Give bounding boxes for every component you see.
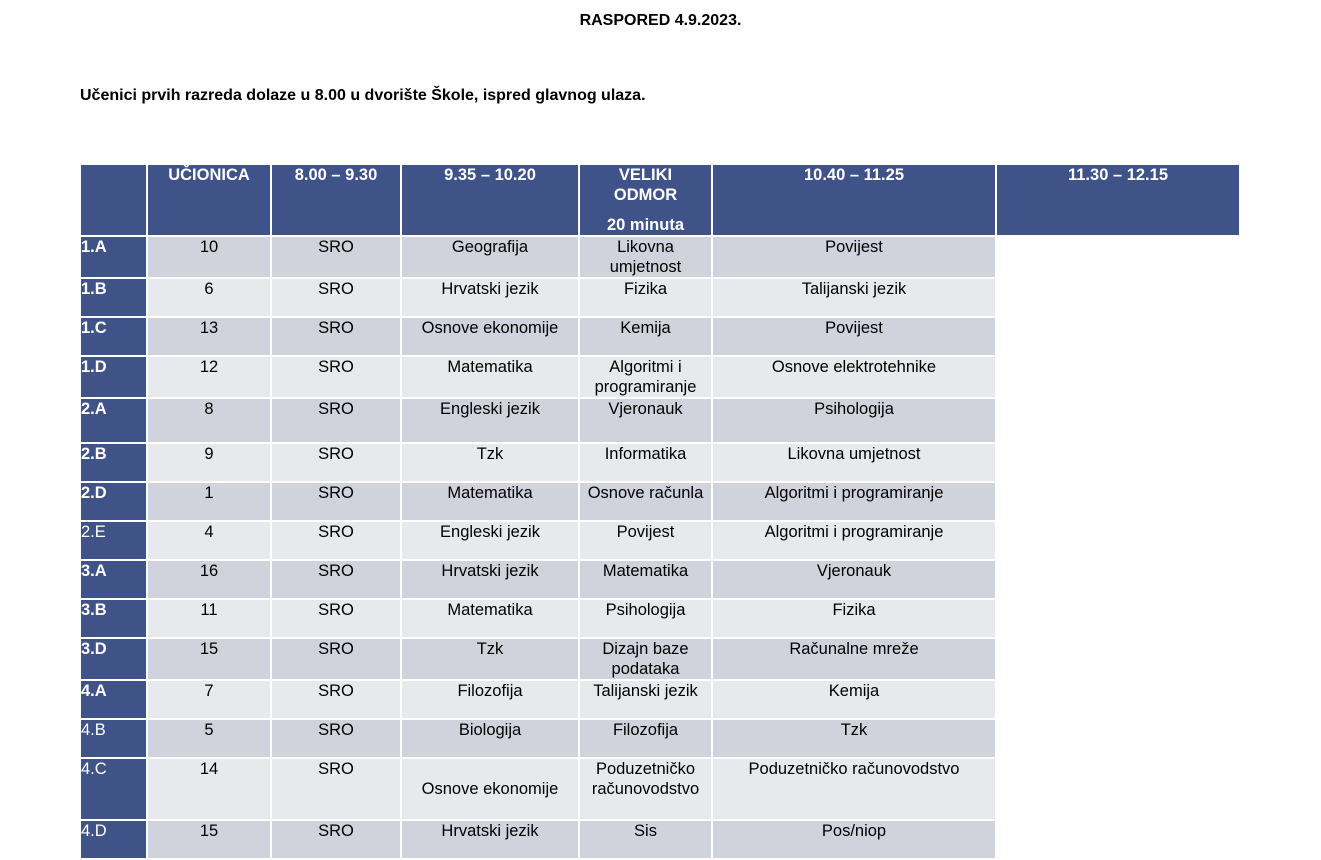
- table-row: [81, 561, 1239, 598]
- period-1-cell: SRO: [272, 444, 400, 481]
- header-class: [81, 165, 146, 235]
- period-1-cell: SRO: [272, 821, 400, 858]
- period-3-cell: Psihologija: [580, 600, 711, 637]
- period-4-cell: Kemija: [713, 681, 995, 718]
- period-1-cell: SRO: [272, 759, 400, 819]
- period-4-cell: Povijest: [713, 237, 995, 277]
- room-cell: 10: [148, 237, 270, 277]
- period-3-cell: Fizika: [580, 279, 711, 316]
- period-3-cell: Vjeronauk: [580, 399, 711, 442]
- period-2-cell: Tzk: [402, 444, 578, 481]
- period-1-cell: SRO: [272, 639, 400, 679]
- period-2-cell: Biologija: [402, 720, 578, 757]
- period-2-cell: Hrvatski jezik: [402, 279, 578, 316]
- period-2-cell: Geografija: [402, 237, 578, 277]
- room-cell: 5: [148, 720, 270, 757]
- period-4-cell: Algoritmi i programiranje: [713, 522, 995, 559]
- period-4-cell: Vjeronauk: [713, 561, 995, 598]
- room-cell: 16: [148, 561, 270, 598]
- class-label: 2.D: [81, 483, 146, 520]
- table-row: [81, 821, 1239, 858]
- period-2-cell: Osnove ekonomije: [402, 318, 578, 355]
- period-2-cell: Osnove ekonomije: [402, 759, 578, 819]
- room-cell: 6: [148, 279, 270, 316]
- header-period-4: 11.30 – 12.15: [997, 165, 1239, 235]
- table-row: [81, 444, 1239, 481]
- period-3-cell: Matematika: [580, 561, 711, 598]
- period-2-cell: Engleski jezik: [402, 522, 578, 559]
- period-3-cell: Povijest: [580, 522, 711, 559]
- arrival-notice: Učenici prvih razreda dolaze u 8.00 u dvorište Škole, ispred glavnog ulaza.: [80, 87, 646, 104]
- period-4-cell: Računalne mreže: [713, 639, 995, 679]
- room-cell: 8: [148, 399, 270, 442]
- break-duration: 20 minuta: [606, 216, 685, 234]
- room-cell: 7: [148, 681, 270, 718]
- period-3-cell: Osnove računla: [580, 483, 711, 520]
- break-line-1: VELIKI: [618, 166, 673, 184]
- period-2-cell: Matematika: [402, 600, 578, 637]
- table-row: [81, 279, 1239, 316]
- period-3-cell: Dizajn baze podataka: [580, 639, 711, 679]
- period-4-cell: Povijest: [713, 318, 995, 355]
- period-3-cell: Algoritmi i programiranje: [580, 357, 711, 397]
- header-room: UČIONICA: [148, 165, 270, 235]
- class-label: 4.A: [81, 681, 146, 718]
- period-4-cell: Likovna umjetnost: [713, 444, 995, 481]
- schedule-table: [79, 163, 1241, 860]
- big-break-cell: [580, 165, 711, 235]
- header-row: [81, 165, 1239, 235]
- period-1-cell: SRO: [272, 279, 400, 316]
- period-2-cell: Filozofija: [402, 681, 578, 718]
- room-cell: 4: [148, 522, 270, 559]
- table-row: [81, 522, 1239, 559]
- class-label: 1.D: [81, 357, 146, 397]
- room-cell: 12: [148, 357, 270, 397]
- period-4-cell: Psihologija: [713, 399, 995, 442]
- period-2-cell: Engleski jezik: [402, 399, 578, 442]
- room-cell: 1: [148, 483, 270, 520]
- period-1-cell: SRO: [272, 600, 400, 637]
- table-row: [81, 483, 1239, 520]
- class-label: 1.C: [81, 318, 146, 355]
- room-cell: 13: [148, 318, 270, 355]
- period-3-cell: Sis: [580, 821, 711, 858]
- room-cell: 15: [148, 639, 270, 679]
- period-2-cell: Matematika: [402, 483, 578, 520]
- period-4-cell: Poduzetničko računovodstvo: [713, 759, 995, 819]
- room-cell: 11: [148, 600, 270, 637]
- room-cell: 15: [148, 821, 270, 858]
- period-1-cell: SRO: [272, 483, 400, 520]
- page-title: RASPORED 4.9.2023.: [579, 12, 742, 29]
- table-row: [81, 639, 1239, 679]
- table-row: [81, 600, 1239, 637]
- table-row: [81, 681, 1239, 718]
- period-1-cell: SRO: [272, 237, 400, 277]
- class-label: 2.A: [81, 399, 146, 442]
- period-2-cell: Hrvatski jezik: [402, 561, 578, 598]
- header-period-2: 9.35 – 10.20: [402, 165, 578, 235]
- room-cell: 9: [148, 444, 270, 481]
- table-row: [81, 357, 1239, 397]
- class-label: 4.C: [81, 759, 146, 819]
- period-2-cell: Hrvatski jezik: [402, 821, 578, 858]
- table-row: [81, 318, 1239, 355]
- break-line-2: ODMOR: [613, 186, 678, 204]
- class-label: 3.A: [81, 561, 146, 598]
- period-1-cell: SRO: [272, 522, 400, 559]
- table-row: [81, 720, 1239, 757]
- class-label: 4.D: [81, 821, 146, 858]
- period-4-cell: Osnove elektrotehnike: [713, 357, 995, 397]
- period-3-cell: Talijanski jezik: [580, 681, 711, 718]
- class-label: 2.E: [81, 522, 146, 559]
- period-1-cell: SRO: [272, 399, 400, 442]
- period-3-cell: Likovna umjetnost: [580, 237, 711, 277]
- room-cell: 14: [148, 759, 270, 819]
- period-4-cell: Talijanski jezik: [713, 279, 995, 316]
- period-4-cell: Fizika: [713, 600, 995, 637]
- period-4-cell: Tzk: [713, 720, 995, 757]
- period-3-cell: Poduzetničko računovodstvo: [580, 759, 711, 819]
- class-label: 3.D: [81, 639, 146, 679]
- table-row: [81, 399, 1239, 442]
- header-period-3: 10.40 – 11.25: [713, 165, 995, 235]
- header-period-1: 8.00 – 9.30: [272, 165, 400, 235]
- period-3-cell: Informatika: [580, 444, 711, 481]
- period-3-cell: Kemija: [580, 318, 711, 355]
- period-1-cell: SRO: [272, 357, 400, 397]
- class-label: 3.B: [81, 600, 146, 637]
- class-label: 2.B: [81, 444, 146, 481]
- period-1-cell: SRO: [272, 681, 400, 718]
- period-1-cell: SRO: [272, 318, 400, 355]
- period-4-cell: Algoritmi i programiranje: [713, 483, 995, 520]
- period-2-cell: Matematika: [402, 357, 578, 397]
- class-label: 4.B: [81, 720, 146, 757]
- period-1-cell: SRO: [272, 561, 400, 598]
- period-2-cell: Tzk: [402, 639, 578, 679]
- period-3-cell: Filozofija: [580, 720, 711, 757]
- period-4-cell: Pos/niop: [713, 821, 995, 858]
- class-label: 1.A: [81, 237, 146, 277]
- table-row: [81, 759, 1239, 819]
- table-row: [81, 237, 1239, 277]
- class-label: 1.B: [81, 279, 146, 316]
- period-1-cell: SRO: [272, 720, 400, 757]
